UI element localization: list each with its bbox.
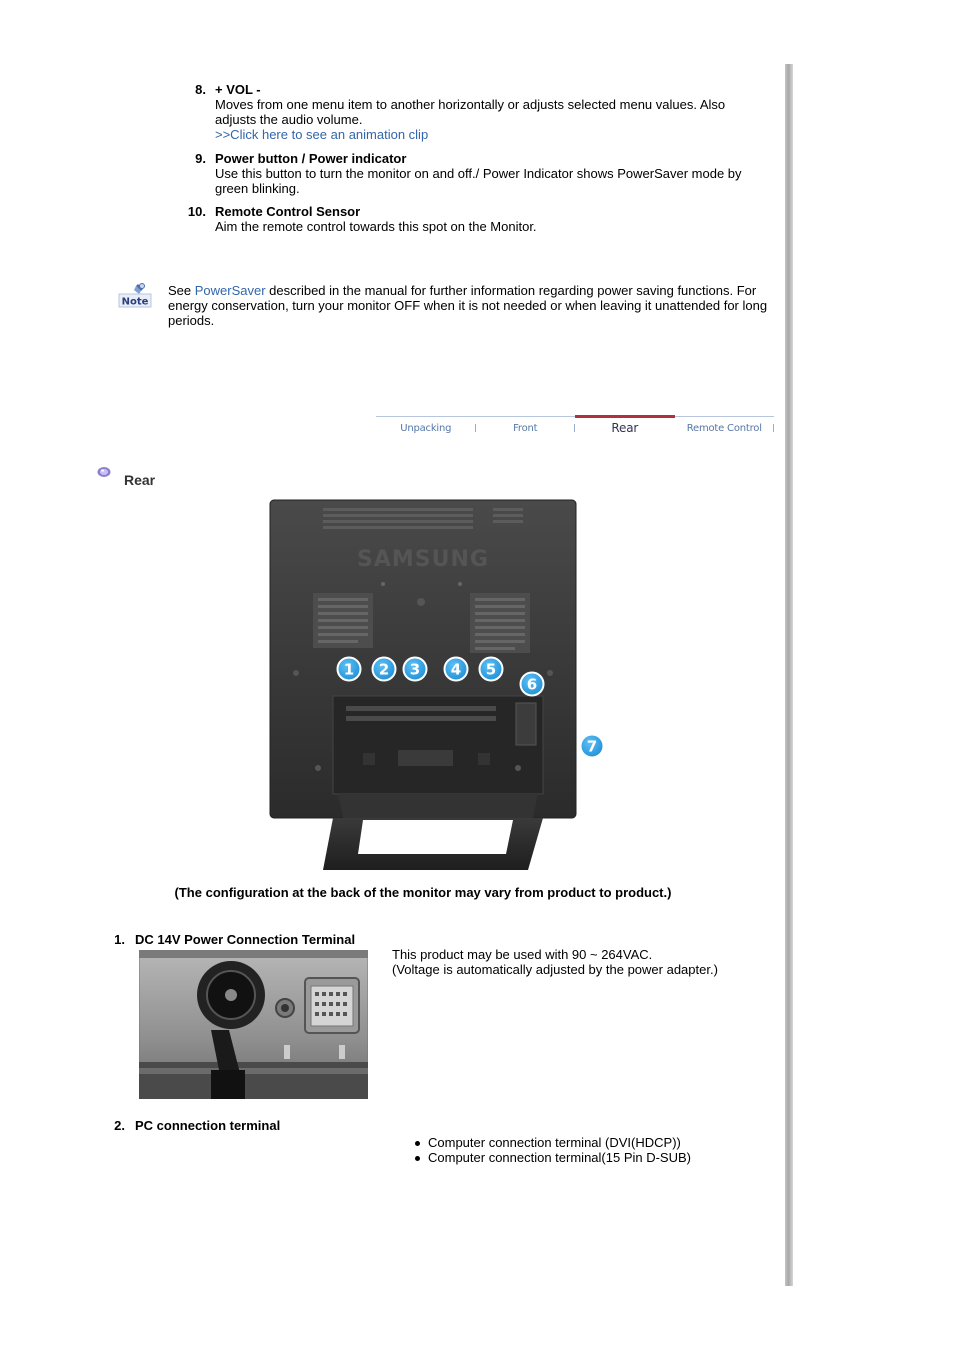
image-caption: (The configuration at the back of the monitor may vary from product to product.): [174, 885, 672, 900]
callout-5: [480, 658, 503, 681]
callout-6: [521, 673, 544, 696]
bullet-orb-icon: [96, 465, 112, 479]
callout-1: [338, 658, 361, 681]
desc-line: This product may be used with 90 ~ 264VAC.: [392, 947, 653, 962]
item-description: Moves from one menu item to another horizontally or adjusts selected menu values. Also adjusts the audio volume.: [215, 97, 726, 127]
svg-text:4: 4: [450, 660, 462, 679]
item-title: Power button / Power indicator: [215, 151, 407, 166]
callout-3: [404, 658, 427, 681]
powersaver-link[interactable]: PowerSaver: [194, 283, 266, 298]
svg-text:3: 3: [409, 660, 421, 679]
callout-4: [445, 658, 468, 681]
item-number: 9.: [195, 151, 206, 166]
list-item: Computer connection terminal (DVI(HDCP)): [414, 1135, 691, 1150]
item-number: 8.: [195, 82, 206, 97]
item-number: 1.: [114, 932, 125, 947]
tab-unpacking[interactable]: [376, 417, 476, 439]
item-title: + VOL -: [215, 82, 261, 97]
svg-text:1: 1: [343, 660, 355, 679]
callout-7: [581, 735, 604, 758]
tab-label: Front: [513, 423, 538, 434]
tab-label: Rear: [611, 421, 639, 435]
dc-power-terminal-photo: [139, 950, 368, 1099]
item-title: PC connection terminal: [135, 1118, 281, 1133]
item-number: 2.: [114, 1118, 125, 1133]
monitor-rear-image: [268, 498, 608, 873]
desc-line: (Voltage is automatically adjusted by the power adapter.): [392, 962, 718, 977]
tab-front[interactable]: [476, 417, 576, 439]
tab-label: Remote Control: [686, 423, 762, 434]
pc-terminal-list: [414, 1135, 691, 1165]
svg-text:2: 2: [378, 660, 390, 679]
note-icon-label: Note: [121, 296, 149, 308]
list-item-remote-sensor: [215, 204, 755, 234]
svg-text:7: 7: [586, 737, 598, 756]
brand-logo: SAMSUNG: [357, 547, 489, 572]
note-suffix: described in the manual for further information regarding power saving functions. For energy conservation, turn your monitor OFF when it is not needed or when leaving it unattended for long periods.: [168, 283, 768, 328]
section-title: Rear: [124, 472, 156, 488]
dc-terminal-description: [392, 947, 772, 977]
tab-rear[interactable]: [575, 417, 675, 439]
list-item: Computer connection terminal(15 Pin D-SUB): [414, 1150, 691, 1165]
item-title: Remote Control Sensor: [215, 204, 361, 219]
item-title: DC 14V Power Connection Terminal: [135, 932, 356, 947]
note-prefix: See: [168, 283, 195, 298]
tab-remote-control[interactable]: [675, 417, 775, 439]
item-description: Aim the remote control towards this spot on the Monitor.: [215, 219, 537, 234]
tab-label: Unpacking: [400, 423, 452, 434]
list-item-vol: [215, 82, 755, 142]
svg-text:6: 6: [526, 675, 538, 694]
note-icon: [118, 282, 152, 310]
note-text: [168, 283, 768, 328]
list-item-power: [215, 151, 755, 196]
animation-clip-link[interactable]: >>Click here to see an animation clip: [215, 127, 429, 142]
page-scroll-rail: [785, 64, 793, 1286]
callout-2: [373, 658, 396, 681]
section-tabs: [376, 416, 774, 439]
item-description: Use this button to turn the monitor on and off./ Power Indicator shows PowerSaver mode by green blinking.: [215, 166, 742, 196]
item-number: 10.: [187, 204, 206, 219]
svg-text:5: 5: [485, 660, 497, 679]
